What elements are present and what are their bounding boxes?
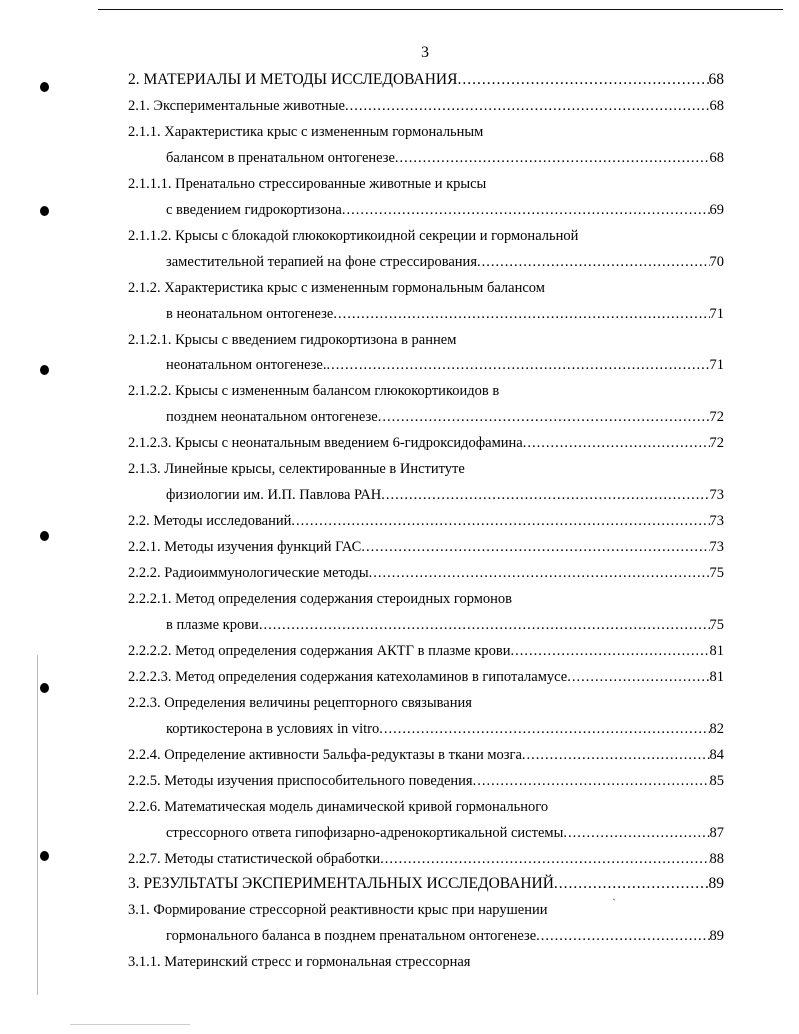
toc-entry-text: 2.1.3. Линейные крысы, селектированные в Институте: [128, 461, 465, 477]
toc-page-number: 68: [709, 98, 724, 114]
toc-entry: [166, 251, 724, 273]
toc-entry: [128, 95, 724, 117]
toc-entry-text: 2.2.4. Определение активности 5альфа-редуктазы в ткани мозга: [128, 747, 522, 763]
toc-entry-text: с введением гидрокортизона: [166, 202, 342, 218]
toc-entry: [166, 354, 724, 376]
toc-page-number: 68: [708, 71, 724, 88]
toc-leader-dots: [342, 199, 710, 221]
toc-entry-text: 2.1.2.2. Крысы с измененным балансом глюкокортикоидов в: [128, 383, 500, 399]
toc-entry: [128, 848, 724, 870]
toc-leader-dots: [369, 562, 710, 584]
toc-entry: [166, 614, 724, 636]
toc-leader-dots: [380, 848, 709, 870]
toc-entry: [166, 718, 724, 740]
toc-page-number: 69: [709, 202, 724, 218]
toc-entry: [128, 536, 724, 558]
toc-entry: [166, 147, 724, 169]
toc-page-number: 71: [709, 357, 724, 373]
toc-entry-text: 2.2.2.2. Метод определения содержания АКТГ в плазме крови: [128, 643, 511, 659]
toc-entry-text: 3.1.1. Материнский стресс и гормональная стрессорная: [128, 954, 471, 970]
toc-entry: [166, 303, 724, 325]
toc-entry: [128, 380, 724, 402]
toc-page-number: 85: [709, 773, 724, 789]
toc-page-number: 84: [709, 747, 724, 763]
toc-entry-text: балансом в пренатальном онтогенезе: [166, 150, 395, 166]
toc-page-number: 68: [709, 150, 724, 166]
toc-page-number: 73: [709, 513, 724, 529]
toc-leader-dots: [563, 822, 709, 844]
toc-leader-dots: [522, 744, 710, 766]
toc-page-number: 75: [709, 617, 724, 633]
toc-leader-dots: [291, 510, 709, 532]
scan-speck: `: [612, 896, 616, 910]
toc-page-number: 72: [709, 435, 724, 451]
toc-entry-text: 2.1.1. Характеристика крыс с измененным гормональным: [128, 124, 484, 140]
toc-page-number: 89: [708, 875, 724, 892]
toc-entry-text: 2.2.2.1. Метод определения содержания стероидных гормонов: [128, 591, 513, 607]
toc-page-number: 82: [709, 721, 724, 737]
toc-entry: [128, 692, 724, 714]
toc-entry: [128, 173, 724, 195]
toc-leader-dots: [361, 536, 709, 558]
toc-entry-text: 2.2.3. Определения величины рецепторного связывания: [128, 695, 472, 711]
toc-entry-text: 2.2. Методы исследований: [128, 513, 292, 529]
toc-leader-dots: [554, 873, 709, 895]
toc-entry-text: неонатальном онтогенезе.: [166, 357, 327, 373]
toc-entry: [166, 406, 724, 428]
toc-entry: [128, 744, 724, 766]
toc-entry: [128, 588, 724, 610]
page-number: 3: [421, 44, 429, 61]
toc-page-number: 75: [709, 565, 724, 581]
toc-entry: [128, 121, 724, 143]
toc-entry-text: 2.2.2.3. Метод определения содержания катехоламинов в гипоталамусе: [128, 669, 568, 685]
toc-page-number: 73: [709, 487, 724, 503]
toc-entry: [128, 329, 724, 351]
toc-entry-text: физиологии им. И.П. Павлова РАН: [166, 487, 382, 503]
toc-entry-text: 2.1.2.3. Крысы с неонатальным введением 6-гидроксидофамина: [128, 435, 523, 451]
toc-entry: [128, 640, 724, 662]
toc-entry-text: заместительной терапией на фоне стрессирования: [166, 254, 477, 270]
toc-entry: [128, 770, 724, 792]
toc-leader-dots: [378, 406, 710, 428]
toc-entry-text: в плазме крови: [166, 617, 259, 633]
toc-leader-dots: [345, 95, 710, 117]
toc-leader-dots: [395, 147, 710, 169]
toc-entry-text: 2.2.2. Радиоиммунологические методы: [128, 565, 369, 581]
toc-entry: [128, 951, 724, 973]
toc-entry: [128, 899, 724, 921]
toc-entry-text: 2.1.1.1. Пренатально стрессированные животные и крысы: [128, 176, 487, 192]
toc-leader-dots: [457, 69, 708, 91]
toc-entry: [166, 199, 724, 221]
toc-entry: [128, 510, 724, 532]
toc-entry-text: стрессорного ответа гипофизарно-адренокортикальной системы: [166, 825, 564, 841]
toc-entry-text: 2.1.2. Характеристика крыс с измененным гормональным балансом: [128, 280, 545, 296]
toc-leader-dots: [326, 354, 709, 376]
toc-page-number: 70: [709, 254, 724, 270]
toc-leader-dots: [259, 614, 710, 636]
toc-leader-dots: [381, 484, 709, 506]
toc-heading: [128, 873, 724, 895]
toc-entry-text: 2.2.7. Методы статистической обработки: [128, 851, 381, 867]
toc-leader-dots: [510, 640, 709, 662]
toc-entry-text: 3. РЕЗУЛЬТАТЫ ЭКСПЕРИМЕНТАЛЬНЫХ ИССЛЕДОВАНИЙ: [128, 875, 554, 892]
toc-leader-dots: [523, 432, 710, 454]
toc-leader-dots: [536, 925, 709, 947]
toc-leader-dots: [333, 303, 709, 325]
toc-entry: [128, 225, 724, 247]
toc-entry-text: гормонального баланса в позднем пренатальном онтогенезе: [166, 928, 537, 944]
toc-page-number: 89: [709, 928, 724, 944]
toc-page-number: 72: [709, 409, 724, 425]
toc-entry-text: 2.2.5. Методы изучения приспособительного поведения: [128, 773, 473, 789]
toc-page-number: 88: [709, 851, 724, 867]
toc-entry-text: в неонатальном онтогенезе: [166, 306, 334, 322]
toc-leader-dots: [477, 251, 710, 273]
toc-entry-text: 2.1. Экспериментальные животные: [128, 98, 345, 114]
toc-leader-dots: [567, 666, 709, 688]
toc-page-number: 81: [709, 643, 724, 659]
toc-entry: [166, 925, 724, 947]
toc-entry: [128, 458, 724, 480]
toc-entry-text: позднем неонатальном онтогенезе: [166, 409, 378, 425]
toc-entry-text: 2.1.1.2. Крысы с блокадой глюкокортикоидной секреции и гормональной: [128, 228, 579, 244]
toc-entry-text: 2. МАТЕРИАЛЫ И МЕТОДЫ ИССЛЕДОВАНИЯ: [128, 71, 458, 88]
toc-entry-text: 2.2.6. Математическая модель динамической кривой гормонального: [128, 799, 549, 815]
toc-leader-dots: [473, 770, 710, 792]
toc-leader-dots: [379, 718, 709, 740]
toc-entry: [166, 484, 724, 506]
toc-entry-text: 3.1. Формирование стрессорной реактивности крыс при нарушении: [128, 902, 548, 918]
toc-entry: [128, 562, 724, 584]
toc-entry-text: 2.2.1. Методы изучения функций ГАС: [128, 539, 362, 555]
toc-page-number: 71: [709, 306, 724, 322]
toc-page-number: 81: [709, 669, 724, 685]
toc-entry-text: 2.1.2.1. Крысы с введением гидрокортизона в раннем: [128, 332, 457, 348]
toc-entry: [128, 666, 724, 688]
toc-heading: [128, 69, 724, 91]
toc-entry: [128, 277, 724, 299]
toc-entry: [128, 432, 724, 454]
toc-entry-text: кортикостерона в условиях in vitro: [166, 721, 380, 737]
toc-entry: [128, 796, 724, 818]
toc-page-number: 87: [709, 825, 724, 841]
toc-page-number: 73: [709, 539, 724, 555]
toc-entry: [166, 822, 724, 844]
